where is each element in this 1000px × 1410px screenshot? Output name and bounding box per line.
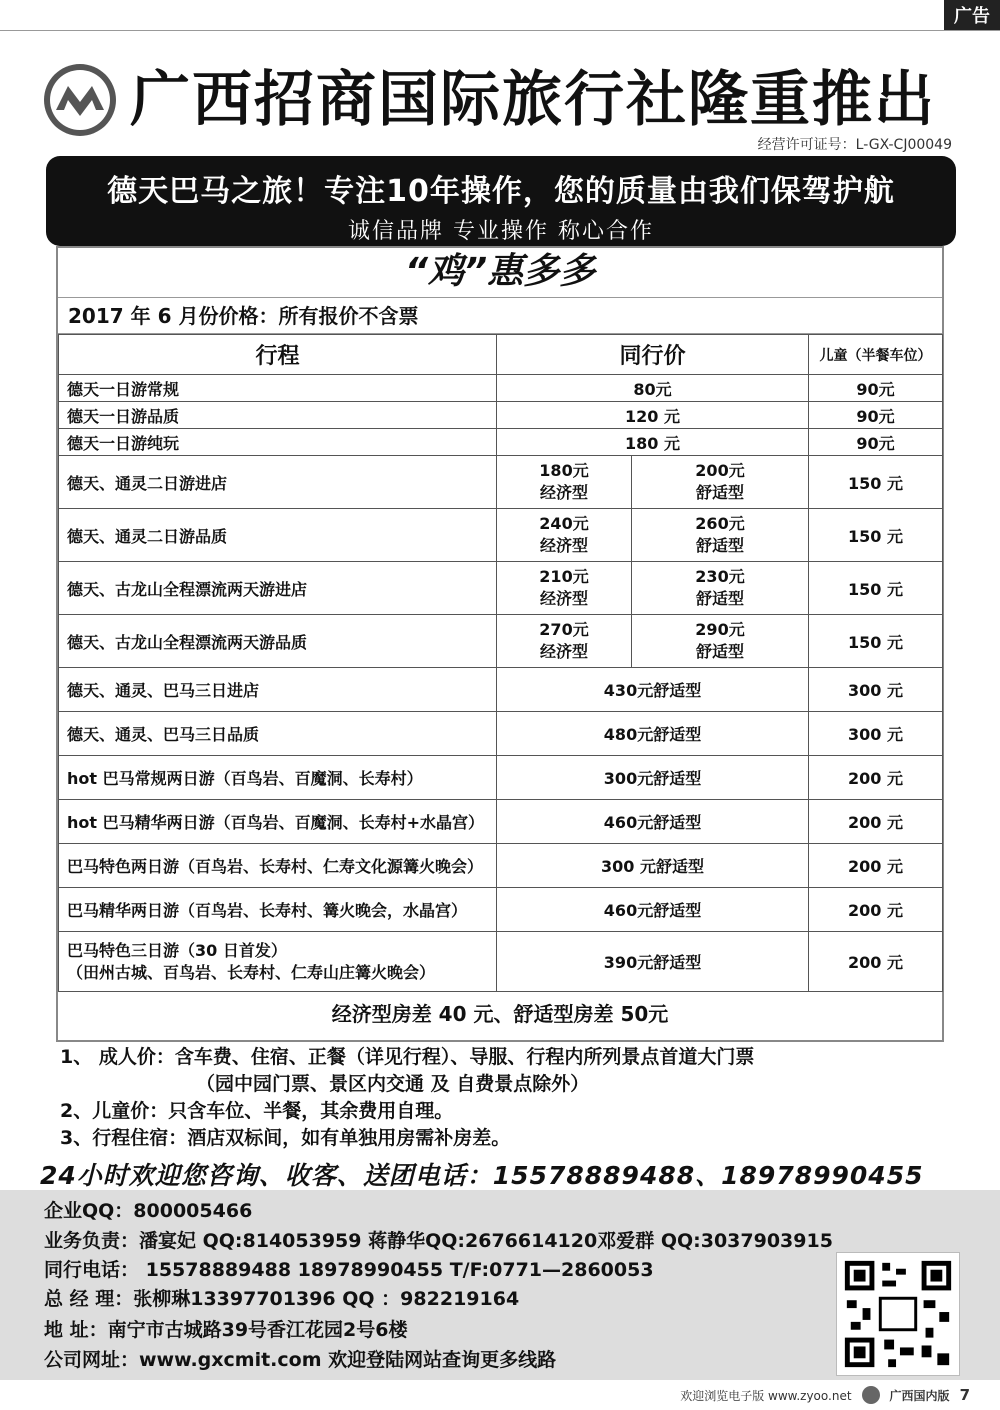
table-row [59,712,943,756]
table-row [59,562,943,615]
banner-line-1: 德天巴马之旅！专注10年操作，您的质量由我们保驾护航 [107,174,895,209]
route-cell: 德天、通灵、巴马三日进店 [59,668,497,712]
child-price-cell: 150 元 [809,509,943,562]
peer-price-cell: 120 元 [497,402,809,429]
room-supplement-note: 经济型房差 40 元、舒适型房差 50元 [331,1002,669,1026]
page-number: 7 [959,1386,970,1404]
page-footer [680,1386,970,1404]
route-cell: hot 巴马常规两日游（百鸟岩、百魔洞、长寿村） [59,756,497,800]
peer-phone: 同行电话： 15578889488 18978990455 T/F:0771—2860053 [44,1259,654,1281]
route-cell: 德天、通灵二日游进店 [59,456,497,509]
table-row [59,375,943,402]
table-row [59,668,943,712]
footer-text: 欢迎浏览电子版 www.zyoo.net [680,1388,852,1403]
address: 地 址：南宁市古城路39号香江花园2号6楼 [44,1319,408,1341]
comfort-price-cell: 230元 舒适型 [632,562,809,615]
economy-price-cell: 240元 经济型 [497,509,632,562]
route-cell: 巴马精华两日游（百鸟岩、长寿村、篝火晚会，水晶宫） [59,888,497,932]
top-rule [0,30,1000,31]
table-row [59,800,943,844]
route-cell: 巴马特色三日游（30 日首发） （田州古城、百鸟岩、长寿村、仁寿山庄篝火晚会） [59,932,497,992]
child-price-cell: 150 元 [809,615,943,668]
economy-price-cell: 210元 经济型 [497,562,632,615]
route-cell: hot 巴马精华两日游（百鸟岩、百魔洞、长寿村+水晶宫） [59,800,497,844]
table-row [59,844,943,888]
staff-contacts: 业务负责：潘宴妃 QQ:814053959 蒋静华QQ:2676614120邓爱群 QQ:3037903915 [44,1230,833,1252]
website[interactable]: 公司网址：www.gxcmit.com 欢迎登陆网站查询更多线路 [44,1349,557,1371]
hotline: 24小时欢迎您咨询、收客、送团电话：15578889488、18978990455 [40,1161,924,1190]
price-subtitle: 2017 年 6 月份价格：所有报价不含票 [58,298,942,334]
price-table-box [56,246,944,1042]
child-price-cell: 300 元 [809,712,943,756]
price-title: “鸡”惠多多 [58,248,942,298]
child-price-cell: 300 元 [809,668,943,712]
seal-icon [862,1386,880,1404]
peer-price-cell: 430元舒适型 [497,668,809,712]
economy-price-cell: 180元 经济型 [497,456,632,509]
headline: 广西招商国际旅行社隆重推出 [130,65,936,135]
peer-price-cell: 180 元 [497,429,809,456]
route-cell: 德天一日游纯玩 [59,429,497,456]
route-cell: 德天一日游常规 [59,375,497,402]
route-cell: 德天一日游品质 [59,402,497,429]
child-price-cell: 90元 [809,375,943,402]
company-logo-icon [42,62,118,138]
child-price-cell: 200 元 [809,932,943,992]
table-row [59,429,943,456]
route-cell: 巴马特色两日游（百鸟岩、长寿村、仁寿文化源篝火晚会） [59,844,497,888]
header-child-price: 儿童（半餐车位） [809,335,943,375]
price-table [58,334,943,992]
peer-price-cell: 480元舒适型 [497,712,809,756]
child-price-cell: 150 元 [809,456,943,509]
child-price-cell: 200 元 [809,844,943,888]
child-price-cell: 90元 [809,429,943,456]
terms-notes [60,1044,754,1152]
route-cell: 德天、古龙山全程漂流两天游进店 [59,562,497,615]
child-price-cell: 200 元 [809,756,943,800]
table-row [59,756,943,800]
peer-price-cell: 80元 [497,375,809,402]
slogan-banner [46,156,956,246]
banner-line-2: 诚信品牌 专业操作 称心合作 [348,219,654,244]
note-3: 3、行程住宿：酒店双标间，如有单独用房需补房差。 [60,1127,511,1149]
child-price-cell: 200 元 [809,888,943,932]
child-price-cell: 90元 [809,402,943,429]
child-price-cell: 150 元 [809,562,943,615]
route-cell: 德天、古龙山全程漂流两天游品质 [59,615,497,668]
table-row [59,509,943,562]
qr-code-icon [836,1252,960,1376]
edition-label: 广西国内版 [889,1388,950,1403]
table-row [59,888,943,932]
table-row [59,615,943,668]
table-row [59,932,943,992]
child-price-cell: 200 元 [809,800,943,844]
peer-price-cell: 460元舒适型 [497,800,809,844]
route-cell: 德天、通灵、巴马三日品质 [59,712,497,756]
table-header-row [59,335,943,375]
economy-price-cell: 270元 经济型 [497,615,632,668]
comfort-price-cell: 260元 舒适型 [632,509,809,562]
route-cell: 德天、通灵二日游品质 [59,509,497,562]
peer-price-cell: 390元舒适型 [497,932,809,992]
note-1-continued: （园中园门票、景区内交通 及 自费景点除外） [196,1073,590,1095]
header-route: 行程 [59,335,497,375]
peer-price-cell: 460元舒适型 [497,888,809,932]
comfort-price-cell: 290元 舒适型 [632,615,809,668]
header-peer-price: 同行价 [497,335,809,375]
peer-price-cell: 300元舒适型 [497,756,809,800]
note-2: 2、儿童价：只含车位、半餐，其余费用自理。 [60,1100,454,1122]
general-manager: 总 经 理：张柳琳13397701396 QQ ：982219164 [44,1288,520,1310]
comfort-price-cell: 200元 舒适型 [632,456,809,509]
peer-price-cell: 300 元舒适型 [497,844,809,888]
ad-tag: 广告 [944,0,1000,30]
table-row [59,402,943,429]
table-row [59,456,943,509]
note-1: 1、 成人价：含车费、住宿、正餐（详见行程）、导服、行程内所列景点首道大门票 [60,1046,755,1068]
company-qq: 企业QQ：800005466 [44,1200,253,1222]
license-number: 经营许可证号：L-GX-CJ00049 [757,137,952,153]
